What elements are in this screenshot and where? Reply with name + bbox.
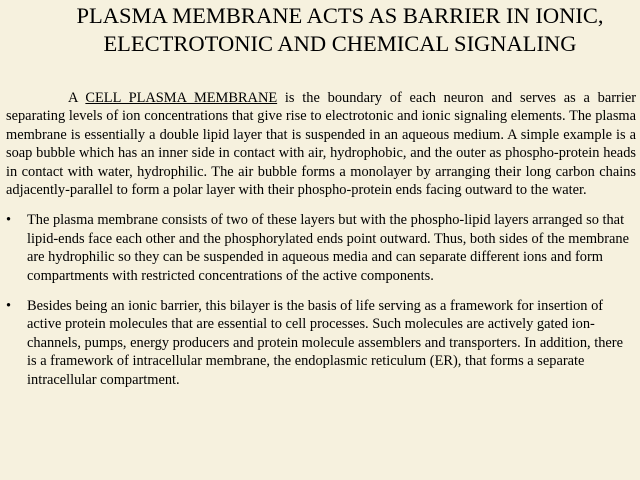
slide-title: PLASMA MEMBRANE ACTS AS BARRIER IN IONIC, ELECTROTONIC AND CHEMICAL SIGNALING <box>76 3 604 56</box>
bullet-marker-1: • <box>6 212 12 229</box>
intro-text: is the boundary of each neuron and serves as a barrier separating levels of ion concentrations that give rise to electrotonic and ionic signaling elements. The plasma membrane is essentially a double lipid layer that is suspended in an aqueous medium. A simple example is a soap bubble which has an inner side in contact with air, hydrophobic, and the outer as phospho-protein heads in contact with water, hydrophilic. The air bubble forms a monolayer by arranging their long carbon chains adjacently-parallel to form a polar layer with their phospho-protein ends facing outward to the water. <box>6 90 636 199</box>
intro-paragraph <box>6 89 636 199</box>
bullet-text-2: Besides being an ionic barrier, this bilayer is the basis of life serving as a framework for insertion of active protein molecules that are essential to cell processes. Such molecules are actively gated ion-channels, pumps, energy producers and protein molecule assemblers and transporters. In addition, there is a framework of intracellular membrane, the endoplasmic reticulum (ER), that forms a separate intracellular compartment. <box>27 298 623 388</box>
bullet-item-1 <box>6 211 636 285</box>
bullet-item-2 <box>6 297 636 389</box>
bullet-marker-2: • <box>6 298 12 315</box>
bullet-text-1: The plasma membrane consists of two of these layers but with the phospho-lipid layers arranged so that lipid-ends face each other and the phosphorylated ends point outward. Thus, both sides of the membrane are hydrophilic so they can be suspended in aqueous media and can separate different ions and form compartments with restricted concentrations of the active components. <box>27 212 629 284</box>
slide-body <box>6 89 636 389</box>
cell-plasma-membrane-term: CELL PLASMA MEMBRANE <box>85 90 278 106</box>
intro-lead: A <box>68 90 86 106</box>
